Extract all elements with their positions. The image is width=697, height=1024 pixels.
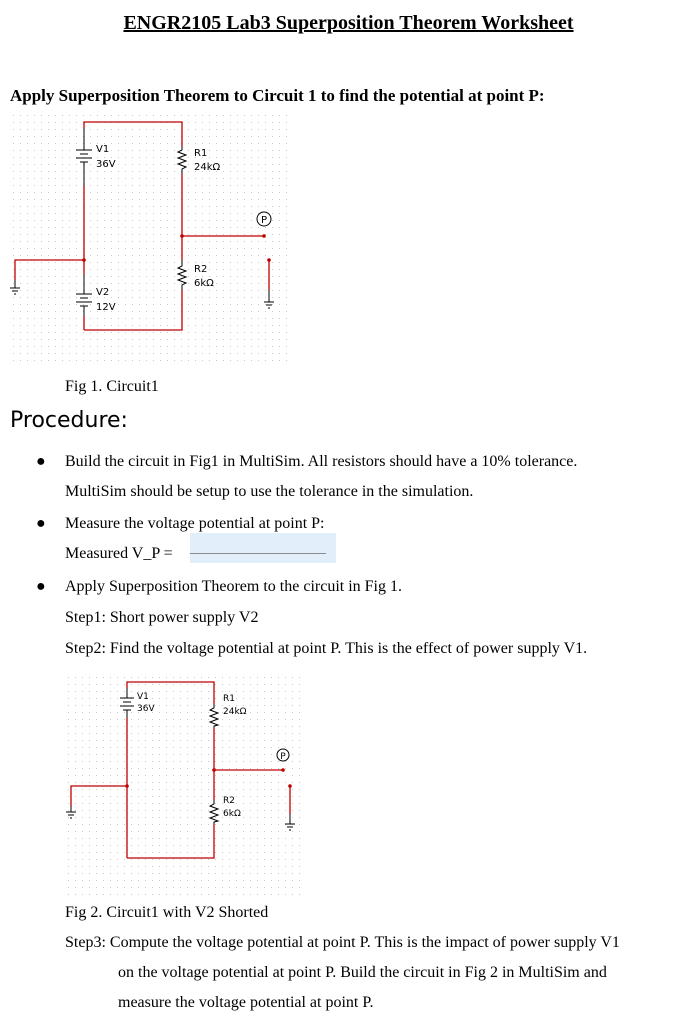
step-3-line-2: on the voltage potential at point P. Build the circuit in Fig 2 in MultiSim and [118,964,607,981]
r1-value: 24kΩ [194,162,221,173]
r2-value: 6kΩ [223,809,241,819]
step-3-line-3: measure the voltage potential at point P. [118,994,374,1011]
probe-node [262,234,266,238]
probe-node [281,768,285,772]
r2-label: R2 [194,264,208,275]
measured-vp-input[interactable] [190,533,336,563]
junction-dot [82,258,86,262]
bullet-marker: ● [36,453,46,470]
junction-dot [180,234,184,238]
junction-dot [212,768,216,772]
circuit-2-svg [65,674,303,898]
probe-label: P [280,752,286,762]
circuit-1-svg [10,112,292,362]
r2-label: R2 [223,796,235,806]
bullet-marker: ● [36,578,46,595]
probe-label: P [260,215,268,226]
r1-value: 24kΩ [223,707,247,717]
section-heading: Apply Superposition Theorem to Circuit 1 to find the potential at point P: [10,86,545,105]
r2-value: 6kΩ [194,278,214,289]
procedure-item-1-line-2: MultiSim should be setup to use the tolerance in the simulation. [65,483,474,500]
measured-vp-label: Measured V_P = [65,545,173,562]
junction-dot [125,784,129,788]
figure-1-caption: Fig 1. Circuit1 [65,378,159,395]
procedure-heading: Procedure: [10,408,128,433]
circuit-2-diagram [65,674,303,898]
r1-label: R1 [194,148,208,159]
v1-label: V1 [137,692,149,702]
step-1-text: Step1: Short power supply V2 [65,609,259,626]
figure-2-caption: Fig 2. Circuit1 with V2 Shorted [65,904,269,921]
v1-value: 36V [137,704,155,714]
procedure-item-1-line-1: Build the circuit in Fig1 in MultiSim. All resistors should have a 10% tolerance. [65,453,578,470]
step-2-text: Step2: Find the voltage potential at point P. This is the effect of power supply V1. [65,640,588,657]
v1-label: V1 [96,144,110,155]
circuit-1-diagram [10,112,292,362]
v1-value: 36V [96,159,116,170]
ground-node [288,784,292,788]
grid-background [10,112,292,362]
procedure-item-2-line-1: Measure the voltage potential at point P: [65,515,325,532]
step-3-line-1: Step3: Compute the voltage potential at point P. This is the impact of power supply V1 [65,934,620,951]
r1-label: R1 [223,694,235,704]
page-title: ENGR2105 Lab3 Superposition Theorem Worksheet [123,12,574,34]
bullet-marker: ● [36,515,46,532]
procedure-item-3-line-1: Apply Superposition Theorem to the circuit in Fig 1. [65,578,402,595]
v2-label: V2 [96,287,110,298]
v2-value: 12V [96,302,116,313]
ground-node [267,258,271,262]
